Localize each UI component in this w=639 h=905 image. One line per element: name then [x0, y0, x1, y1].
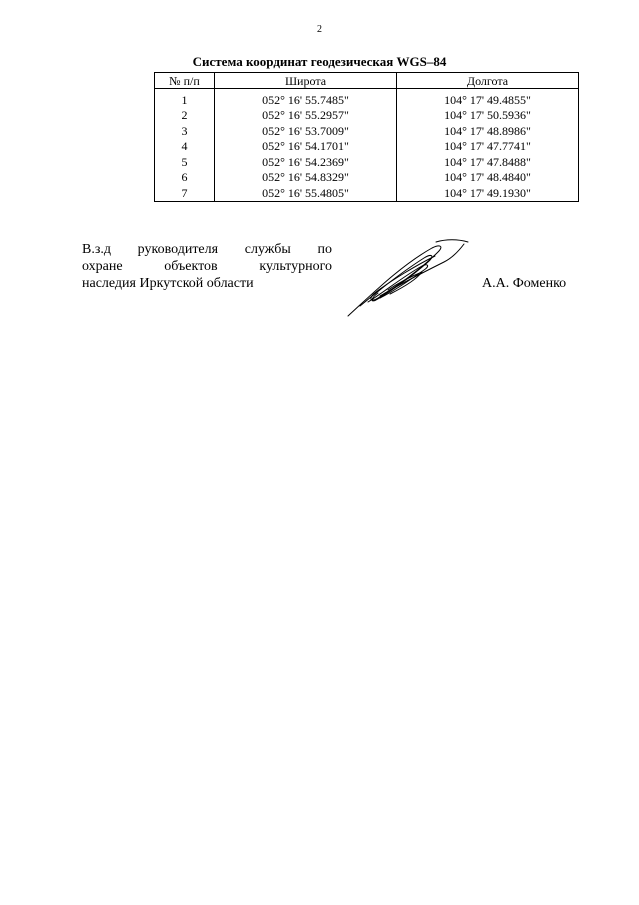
cell-longitude: 104° 17' 48.4840" [397, 170, 579, 186]
signer-title-line: охране объектов культурного [82, 259, 332, 274]
table-row [155, 123, 579, 139]
cell-latitude: 052° 16' 53.7009" [215, 123, 397, 139]
signer-name: А.А. Фоменко [482, 276, 567, 291]
cell-latitude: 052° 16' 55.4805" [215, 185, 397, 201]
cell-index: 1 [155, 89, 215, 108]
cell-longitude: 104° 17' 47.8488" [397, 154, 579, 170]
coordinates-table [154, 72, 579, 202]
header-latitude: Широта [215, 73, 397, 89]
table-row [155, 185, 579, 201]
cell-longitude: 104° 17' 47.7741" [397, 139, 579, 155]
signer-title [82, 241, 332, 292]
table-row [155, 170, 579, 186]
cell-latitude: 052° 16' 55.7485" [215, 89, 397, 108]
cell-index: 7 [155, 185, 215, 201]
table-header-row [155, 73, 579, 89]
table-title: Система координат геодезическая WGS–84 [192, 54, 447, 69]
cell-longitude: 104° 17' 48.8986" [397, 123, 579, 139]
cell-longitude: 104° 17' 50.5936" [397, 108, 579, 124]
signer-title-line: В.з.д руководителя службы по [82, 242, 332, 257]
table-row [155, 108, 579, 124]
cell-index: 2 [155, 108, 215, 124]
cell-latitude: 052° 16' 55.2957" [215, 108, 397, 124]
table-row [155, 154, 579, 170]
cell-longitude: 104° 17' 49.1930" [397, 185, 579, 201]
table-row [155, 139, 579, 155]
header-longitude: Долгота [397, 73, 579, 89]
cell-index: 6 [155, 170, 215, 186]
table-row [155, 89, 579, 108]
cell-index: 4 [155, 139, 215, 155]
signer-title-line: наследия Иркутской области [82, 276, 254, 291]
cell-index: 3 [155, 123, 215, 139]
cell-index: 5 [155, 154, 215, 170]
cell-latitude: 052° 16' 54.2369" [215, 154, 397, 170]
page-number: 2 [317, 24, 322, 35]
cell-latitude: 052° 16' 54.8329" [215, 170, 397, 186]
cell-latitude: 052° 16' 54.1701" [215, 139, 397, 155]
handwritten-signature [340, 236, 475, 322]
header-index: № п/п [155, 73, 215, 89]
cell-longitude: 104° 17' 49.4855" [397, 89, 579, 108]
